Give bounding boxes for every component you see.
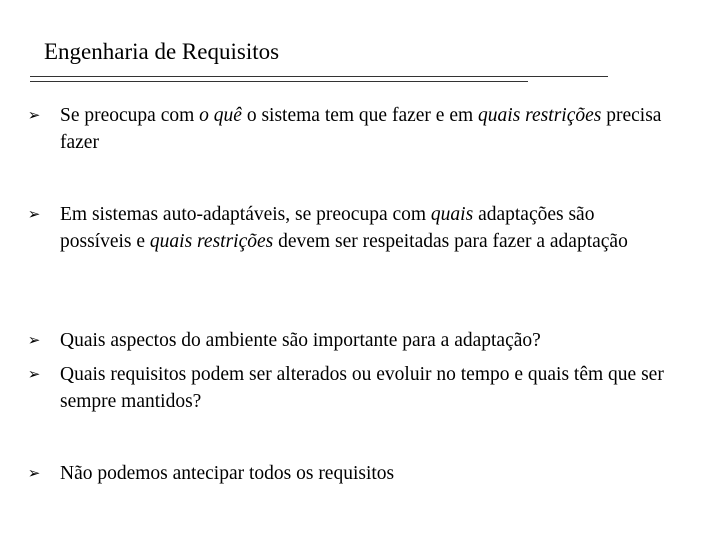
bullet-text: Quais aspectos do ambiente são importante para a adaptação? [60, 330, 541, 351]
bullet-text-segment: Se preocupa com [60, 105, 200, 126]
title-divider-bottom [30, 81, 528, 82]
bullet-text-segment: o sistema tem que fazer e em [241, 105, 479, 126]
bullet-text-segment: precisa fazer [60, 105, 662, 153]
bullet-item [24, 460, 664, 487]
arrow-bullet-icon: ➢ [27, 464, 41, 482]
bullet-text: Não podemos antecipar todos os requisitos [60, 463, 395, 484]
title-divider-top [30, 76, 608, 77]
arrow-bullet-icon: ➢ [27, 331, 41, 349]
bullet-text-emphasis: o quê [199, 105, 242, 126]
bullet-item [24, 327, 664, 354]
bullet-item [24, 201, 664, 255]
bullet-item [24, 102, 664, 156]
bullet-text [60, 102, 664, 156]
bullet-text-segment: adaptações são possíveis e [60, 204, 595, 252]
bullet-text-emphasis: quais restrições [149, 231, 274, 252]
bullet-text: Quais requisitos podem ser alterados ou evoluir no tempo e quais têm que ser sempre mantidos? [60, 364, 664, 412]
bullet-text-segment: Em sistemas auto-adaptáveis, se preocupa com [60, 204, 431, 225]
bullet-text-emphasis: quais restrições [478, 105, 602, 126]
slide-title: Engenharia de Requisitos [44, 39, 280, 64]
bullet-text [60, 201, 664, 255]
arrow-bullet-icon: ➢ [27, 365, 41, 383]
arrow-bullet-icon: ➢ [27, 106, 41, 124]
bullet-text-emphasis: quais [430, 204, 474, 225]
arrow-bullet-icon: ➢ [27, 205, 41, 223]
bullet-item [24, 361, 664, 415]
bullet-text-segment: devem ser respeitadas para fazer a adaptação [273, 231, 628, 252]
